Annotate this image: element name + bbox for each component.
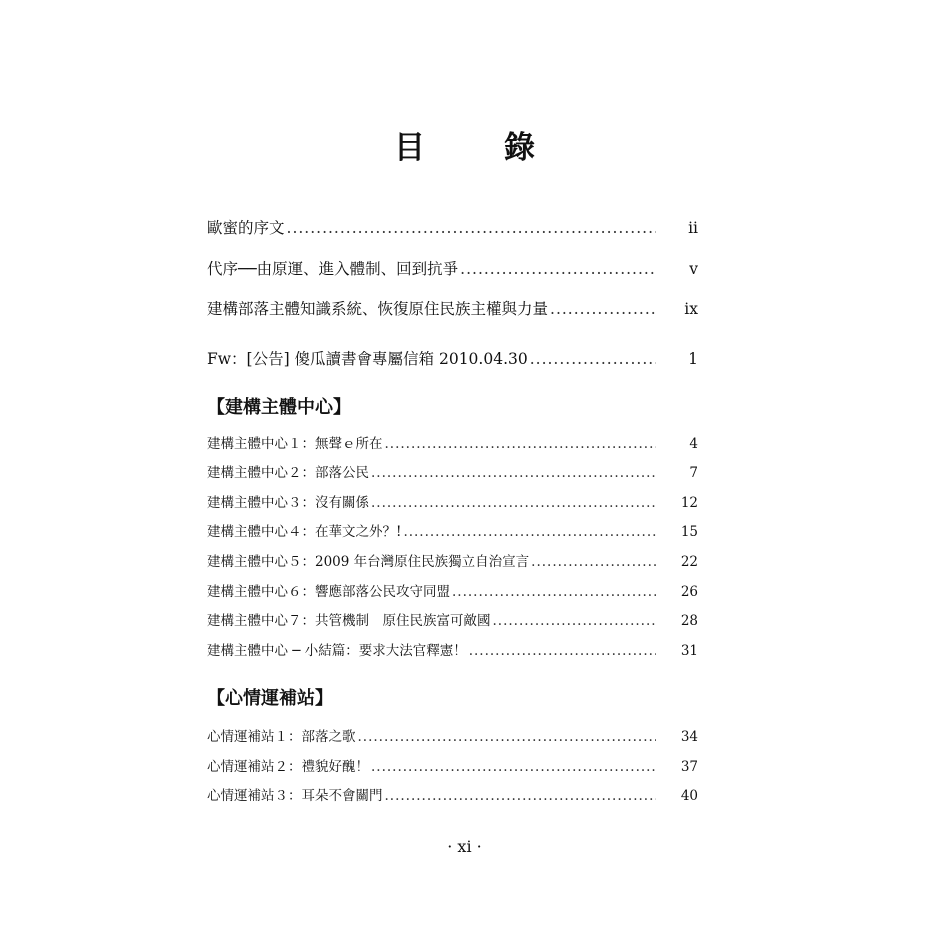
dot-leader bbox=[403, 522, 656, 542]
toc-entry-knowledge-system[interactable] bbox=[207, 298, 698, 320]
page-title: 目 錄 bbox=[394, 130, 559, 166]
toc-entry-label: 建構主體中心７：共管機制 原住民族富可敵國 bbox=[207, 613, 491, 629]
dot-leader bbox=[493, 611, 657, 631]
toc-entry[interactable] bbox=[207, 757, 698, 777]
toc-entry-label: 建構部落主體知識系統、恢復原住民族主權與力量 bbox=[207, 300, 549, 318]
toc-entry-page: 12 bbox=[680, 495, 698, 511]
section-heading: 【建構主體中心】 bbox=[207, 397, 351, 418]
toc-entry-page: 1 bbox=[688, 350, 698, 368]
toc-entry-page: 15 bbox=[680, 524, 698, 540]
dot-leader bbox=[371, 493, 656, 513]
toc-entry[interactable] bbox=[207, 786, 698, 806]
toc-entry[interactable] bbox=[207, 522, 698, 542]
toc-entry-label: 建構主體中心４：在華文之外？! bbox=[207, 524, 402, 540]
toc-entry-page: 34 bbox=[680, 729, 698, 745]
toc-entry-page: 4 bbox=[689, 436, 698, 452]
dot-leader bbox=[371, 757, 656, 777]
toc-entry[interactable] bbox=[207, 493, 698, 513]
dot-leader bbox=[469, 641, 656, 661]
toc-entry-page: ii bbox=[688, 219, 698, 237]
toc-entry[interactable] bbox=[207, 611, 698, 631]
toc-entry-label: 建構主體中心５：2009 年台灣原住民族獨立自治宣言 bbox=[207, 554, 530, 570]
toc-entry-page: 26 bbox=[680, 584, 698, 600]
toc-entry-label: 心情運補站２：禮貌好醜！ bbox=[207, 759, 369, 775]
toc-entry-label: 建構主體中心 ─ 小結篇：要求大法官釋憲！ bbox=[207, 643, 467, 659]
toc-entry-label: 歐蜜的序文 bbox=[207, 219, 285, 237]
dot-leader bbox=[358, 727, 657, 747]
toc-entry-label: 心情運補站３：耳朵不會關門 bbox=[207, 788, 383, 804]
toc-entry[interactable] bbox=[207, 727, 698, 747]
dot-leader bbox=[460, 258, 656, 280]
page-number: · xi · bbox=[447, 837, 482, 856]
dot-leader bbox=[530, 348, 656, 370]
toc-entry-label: 建構主體中心２：部落公民 bbox=[207, 465, 369, 481]
toc-entry-page: ix bbox=[684, 300, 698, 318]
toc-entry-page: 31 bbox=[680, 643, 698, 659]
toc-entry-label: 建構主體中心３：沒有關係 bbox=[207, 495, 369, 511]
toc-entry-label: 建構主體中心１：無聲ｅ所在 bbox=[207, 436, 383, 452]
toc-entry[interactable] bbox=[207, 641, 698, 661]
toc-entry[interactable] bbox=[207, 463, 698, 483]
toc-entry-page: v bbox=[689, 260, 698, 278]
toc-entry-page: 28 bbox=[680, 613, 698, 629]
toc-entry[interactable] bbox=[207, 582, 698, 602]
dot-leader bbox=[385, 786, 657, 806]
dot-leader bbox=[287, 217, 656, 239]
toc-entry-label: 心情運補站１：部落之歌 bbox=[207, 729, 356, 745]
toc-entry-page: 37 bbox=[680, 759, 698, 775]
toc-entry-page: 22 bbox=[680, 554, 698, 570]
toc-entry-preface[interactable] bbox=[207, 217, 698, 239]
section-heading: 【心情運補站】 bbox=[207, 688, 333, 709]
toc-entry-page: 40 bbox=[680, 788, 698, 804]
toc-entry-foreword[interactable] bbox=[207, 258, 698, 280]
toc-entry-label: Fw：[公告] 傻瓜讀書會專屬信箱 2010.04.30 bbox=[207, 350, 528, 368]
toc-entry-announcement[interactable] bbox=[207, 348, 698, 370]
toc-entry[interactable] bbox=[207, 434, 698, 454]
toc-entry-page: 7 bbox=[689, 465, 698, 481]
toc-entry-label: 建構主體中心６：響應部落公民攻守同盟 bbox=[207, 584, 450, 600]
toc-entry[interactable] bbox=[207, 552, 698, 572]
toc-entry-label: 代序──由原運、進入體制、回到抗爭 bbox=[207, 260, 459, 278]
dot-leader bbox=[452, 582, 656, 602]
dot-leader bbox=[531, 552, 656, 572]
dot-leader bbox=[385, 434, 657, 454]
dot-leader bbox=[371, 463, 656, 483]
dot-leader bbox=[550, 298, 656, 320]
